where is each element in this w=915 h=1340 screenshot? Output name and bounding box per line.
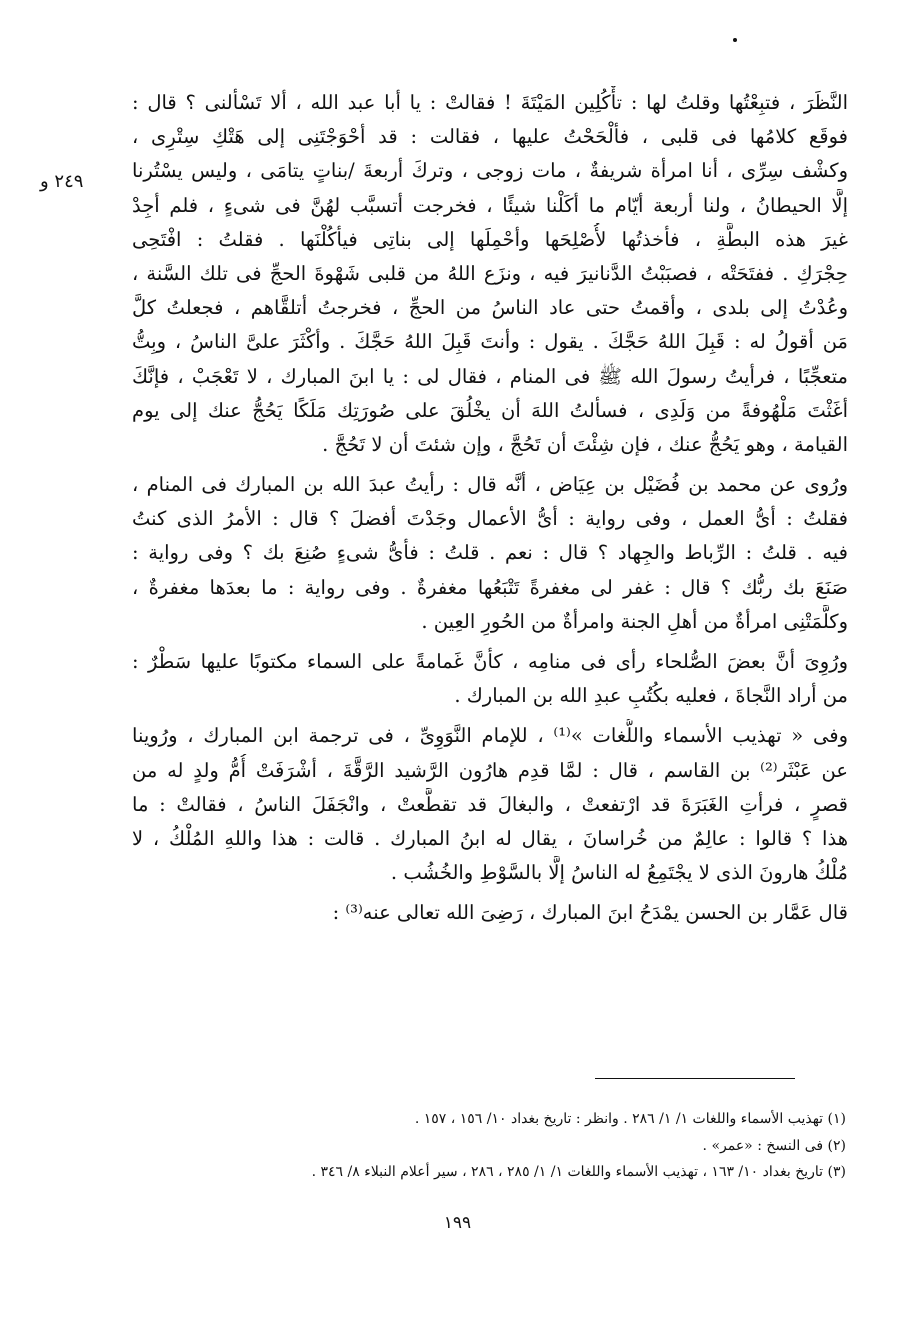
text-line: مَن أقولُ له : قَبِلَ اللهُ حَجَّكَ . يقول : وأنتَ قَبِلَ اللهُ حَجَّكَ . وأكْثَرَ علىَّ الناسُ ، وبِتُّ bbox=[132, 330, 848, 354]
text-line: هذا ؟ قالوا : عالِمٌ من خُراسانَ ، يقال له ابنُ المبارك . قالت : هذا واللهِ المُلْكُ ، لا bbox=[132, 826, 848, 850]
text-line: عن عَبْثَر⁽²⁾ بن القاسم ، قال : لمَّا قدِم هارُون الرَّشيد الرَّقَّةَ ، أشْرَفَتْ أُمُّ ولدٍ له من bbox=[132, 758, 848, 782]
text-line: القيامة ، وهو يَحُجُّ عنك ، فإن شِئْتَ أن تَحُجَّ ، وإن شئتَ أن لا تَحُجَّ . bbox=[322, 432, 848, 456]
text-line: وكلَّمَتْنِى امرأةٌ من أهلِ الجنة وامرأةٌ من الحُورِ العِين . bbox=[421, 609, 848, 633]
paragraph bbox=[132, 719, 848, 890]
text-line: وفى « تهذيب الأسماء واللُّغات »⁽¹⁾ ، للإمام النَّوَوِىِّ ، فى ترجمة ابن المبارك ، ورُوينا bbox=[132, 724, 848, 748]
text-line: وعُدْتُ إلى بلدى ، وأقمتُ حتى عاد الناسُ من الحجِّ ، فخرجتُ أتلقَّاهم ، فجعلتُ كلَّ bbox=[132, 296, 848, 320]
text-line: فوقَع كلامُها فى قلبى ، فألْحَحْتُ عليها ، فقالت : قد أحْوَجْتَنِى إلى هَتْكِ سِتْرِى ، bbox=[132, 125, 848, 149]
text-line: وكشْف سِرِّى ، أنا امرأة شريفةٌ ، مات زوجى ، وتركَ أربعةَ /بناتٍ يتامَى ، وليس يسْتُرنا bbox=[132, 159, 848, 183]
text-line: ورُوى عن محمد بن فُضَيْل بن عِيَاض ، أنَّه قال : رأيتُ عبدَ الله بن المبارك فى المنام ، bbox=[132, 473, 848, 497]
paragraph bbox=[132, 468, 848, 639]
footnote: (٣) تاريخ بغداد ١٠/ ١٦٣ ، تهذيب الأسماء واللغات ١/ ١/ ٢٨٥ ، ٢٨٦ ، سير أعلام النبلاء ٨/ ٣٤٦ . bbox=[311, 1164, 846, 1180]
text-line: أغَثْتَ مَلْهُوفةً من وَلَدِى ، فسألتُ اللهَ أن يخْلُقَ على صُورَتِك مَلَكًا يَحُجُّ عنك إلى يوم bbox=[132, 398, 848, 422]
text-line: غيرَ هذه البطَّةِ ، فأخذتُها لأُصْلِحَها وأحْمِلَها إلى بناتِى فيأكُلْنَها . فقلتُ : افْتَحِى bbox=[132, 227, 848, 251]
text-line: صَنَعَ بك ربُّك ؟ قال : غفر لى مغفرةً تَتْبَعُها مغفرةٌ . وفى رواية : ما بعدَها مغفرةٌ ، bbox=[132, 575, 848, 599]
footnote-separator bbox=[595, 1078, 795, 1079]
footnote: (٢) فى النسخ : «عمر» . bbox=[702, 1137, 846, 1154]
text-line: من أراد النَّجاةَ ، فعليه بكُتُبِ عبدِ الله بن المبارك . bbox=[454, 684, 848, 708]
text-line: فيه . قلتُ : الرِّباط والجِهاد ؟ قال : نعم . قلتُ : فأىُّ شىءٍ صُنِعَ بك ؟ وفى رواية : bbox=[132, 541, 848, 565]
text-line: حِجْرَكِ . ففتَحَتْه ، فصبَبْتُ الدَّنانيرَ فيه ، ونزَع اللهُ من قلبى شَهْوةَ الحجِّ فى تلك السَّنة ، bbox=[132, 261, 848, 285]
page-number: ١٩٩ bbox=[443, 1213, 472, 1233]
footnotes bbox=[170, 1106, 846, 1186]
text-line: فقلتُ : أىُّ العمل ، وفى رواية : أىُّ الأعمال وجَدْتَ أفضلَ ؟ قال : الأمرُ الذى كنتُ bbox=[132, 507, 848, 531]
text-line: قال عَمَّار بن الحسن يمْدَحُ ابنَ المبارك ، رَضِىَ الله تعالى عنه⁽³⁾ : bbox=[332, 901, 848, 925]
paragraph bbox=[132, 896, 848, 930]
text-line: مُلْكُ هارونَ الذى لا يجْتَمِعُ له الناسُ إلَّا بالسَّوْطِ والخُشُب . bbox=[390, 861, 848, 885]
text-line: إلَّا الحيطانُ ، ولنا أربعة أيّام ما أكَلْنا شيئًا ، فخرجت أتسبَّب لهُنَّ فى شىءٍ ، فلم أجِدْ bbox=[132, 193, 848, 217]
main-text bbox=[132, 86, 848, 931]
manuscript-folio-marker: ٢٤٩ و bbox=[40, 171, 84, 192]
text-line: النَّظَرَ ، فتبِعْتُها وقلتُ لها : تأْكُلِين المَيْتَةَ ! فقالتْ : يا أبا عبد الله ، ألا تَسْألنى ؟ قال : bbox=[132, 91, 848, 114]
paragraph bbox=[132, 86, 848, 462]
paragraph bbox=[132, 645, 848, 713]
text-line: متعجِّبًا ، فرأيتُ رسولَ الله ﷺ فى المنام ، فقال لى : يا ابنَ المبارك ، لا تَعْجَبْ ، فإنَّكَ bbox=[132, 364, 848, 388]
text-line: ورُوِىَ أنَّ بعضَ الصُّلحاء رأى فى منامِه ، كأنَّ غَمامةً على السماء مكتوبًا عليها سَطْرٌ : bbox=[132, 650, 848, 673]
footnote: (١) تهذيب الأسماء واللغات ١/ ١/ ٢٨٦ . وانظر : تاريخ بغداد ١٠/ ١٥٦ ، ١٥٧ . bbox=[414, 1111, 846, 1127]
text-line: قصرٍ ، فرأتِ الغَبَرَةَ قد ارْتفعتْ ، والبغالَ قد تقطَّعتْ ، وانْجَفَلَ الناسُ ، فقالتْ : ما bbox=[132, 792, 848, 816]
page-speck bbox=[733, 38, 737, 42]
